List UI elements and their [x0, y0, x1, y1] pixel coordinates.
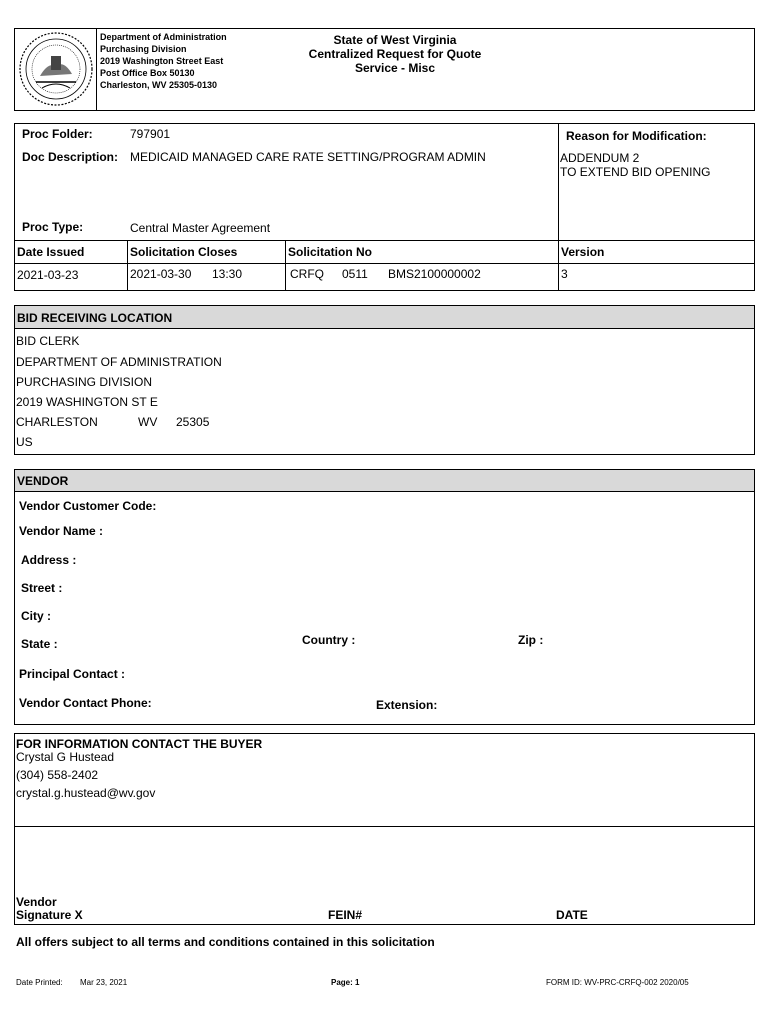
vendor-city-label: City : [21, 609, 51, 623]
dept-line-3: 2019 Washington Street East [100, 56, 224, 66]
doc-description-value: MEDICAID MANAGED CARE RATE SETTING/PROGRAM ADMIN [130, 150, 486, 164]
bid-line-4: 2019 WASHINGTON ST E [16, 395, 158, 409]
closes-time-value: 13:30 [212, 267, 243, 281]
vendor-principal-contact-label: Principal Contact : [19, 667, 126, 681]
proc-folder-label: Proc Folder: [22, 127, 93, 141]
proc-col-div-1 [127, 240, 128, 291]
sol-dept-value: 0511 [342, 267, 368, 281]
bid-line-3: PURCHASING DIVISION [16, 375, 153, 389]
bid-line-2: DEPARTMENT OF ADMINISTRATION [16, 355, 222, 369]
buyer-heading: FOR INFORMATION CONTACT THE BUYER [16, 737, 263, 751]
proc-cols-mid [14, 263, 755, 264]
col-version: Version [561, 245, 605, 259]
vendor-street-label: Street : [21, 581, 63, 595]
vendor-country-label: Country : [302, 633, 356, 647]
doc-description-label: Doc Description: [22, 150, 119, 164]
title-line-1: State of West Virginia [333, 33, 457, 47]
date-printed-label: Date Printed: [16, 978, 63, 987]
vendor-customer-code-label: Vendor Customer Code: [19, 499, 157, 513]
vendor-name-label: Vendor Name : [19, 524, 104, 538]
vendor-extension-label: Extension: [376, 698, 438, 712]
vendor-address-label: Address : [21, 553, 77, 567]
page-number: Page: 1 [331, 978, 360, 987]
proc-col-div-2 [285, 240, 286, 291]
bid-zip: 25305 [176, 415, 210, 429]
state-seal-icon [18, 30, 94, 108]
form-title [270, 33, 520, 75]
proc-reason-divider [558, 123, 559, 291]
signature-vendor-label: Vendor [16, 895, 57, 909]
proc-folder-value: 797901 [130, 127, 171, 141]
buyer-box [14, 733, 755, 925]
reason-line-2: TO EXTEND BID OPENING [560, 165, 711, 179]
bid-state: WV [138, 415, 158, 429]
bid-city: CHARLESTON [16, 415, 98, 429]
vendor-heading: VENDOR [17, 474, 69, 488]
bid-country: US [16, 435, 33, 449]
date-label: DATE [556, 908, 588, 922]
title-line-3: Service - Misc [354, 61, 436, 75]
reason-label: Reason for Modification: [566, 129, 707, 143]
proc-type-value: Central Master Agreement [130, 221, 271, 235]
sol-no-value: BMS2100000002 [388, 267, 481, 281]
buyer-divider [14, 826, 755, 827]
col-solicitation-no: Solicitation No [288, 245, 372, 259]
dept-line-5: Charleston, WV 25305-0130 [100, 80, 218, 90]
form-id: FORM ID: WV-PRC-CRFQ-002 2020/05 [546, 978, 689, 987]
fein-label: FEIN# [328, 908, 363, 922]
buyer-email: crystal.g.hustead@wv.gov [16, 786, 156, 800]
date-issued-value: 2021-03-23 [17, 268, 79, 282]
proc-type-label: Proc Type: [22, 220, 84, 234]
dept-line-1: Department of Administration [100, 32, 227, 42]
vendor-state-label: State : [21, 637, 58, 651]
terms-text: All offers subject to all terms and conditions contained in this solicitation [16, 935, 435, 949]
col-solicitation-closes: Solicitation Closes [130, 245, 238, 259]
proc-box [14, 123, 755, 291]
vendor-header-bg [15, 470, 754, 492]
date-printed-value: Mar 23, 2021 [80, 978, 128, 987]
col-date-issued: Date Issued [17, 245, 85, 259]
dept-line-2: Purchasing Division [100, 44, 187, 54]
dept-line-4: Post Office Box 50130 [100, 68, 195, 78]
closes-date-value: 2021-03-30 [130, 267, 192, 281]
vendor-zip-label: Zip : [518, 633, 544, 647]
sol-type-value: CRFQ [290, 267, 324, 281]
vendor-phone-label: Vendor Contact Phone: [19, 696, 152, 710]
bid-location-heading: BID RECEIVING LOCATION [17, 311, 173, 325]
version-value: 3 [561, 267, 568, 281]
buyer-name: Crystal G Hustead [16, 750, 115, 764]
buyer-phone: (304) 558-2402 [16, 768, 99, 782]
reason-line-1: ADDENDUM 2 [560, 151, 640, 165]
signature-x-label: Signature X [16, 908, 83, 922]
bid-line-1: BID CLERK [16, 334, 80, 348]
header-divider [96, 28, 97, 111]
proc-cols-top [14, 240, 755, 241]
title-line-2: Centralized Request for Quote [308, 47, 482, 61]
